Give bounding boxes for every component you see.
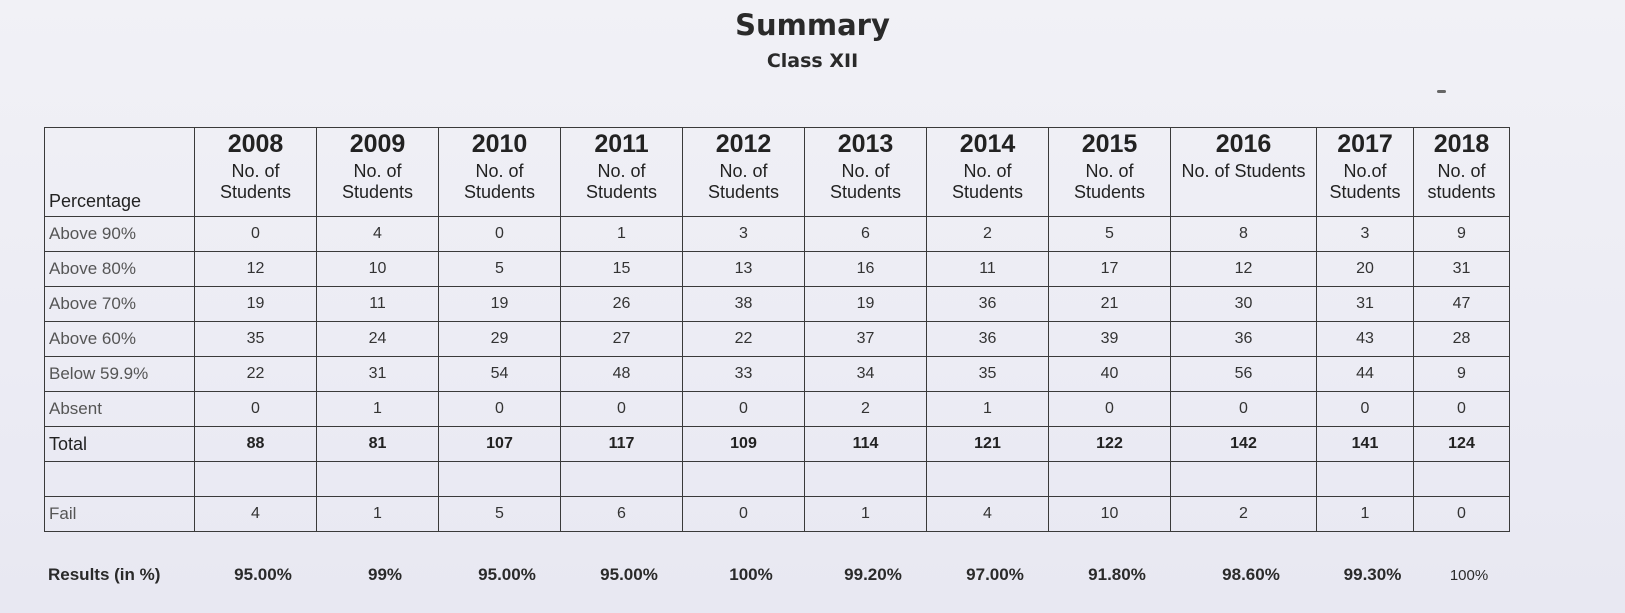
- empty-cell: [805, 462, 927, 497]
- result-value: 99.20%: [844, 565, 902, 584]
- total-label: Total: [45, 427, 195, 462]
- result-value: 95.00%: [478, 565, 536, 584]
- year-header: 2015: [1049, 128, 1171, 162]
- year-header: 2009: [317, 128, 439, 162]
- percentage-header: Percentage: [45, 161, 195, 217]
- table-cell: 48: [561, 357, 683, 392]
- empty-cell: [561, 462, 683, 497]
- result-value: 95.00%: [600, 565, 658, 584]
- fail-row: [45, 497, 1510, 532]
- table-cell: 31: [1317, 287, 1414, 322]
- table-cell: 0: [195, 217, 317, 252]
- table-cell: 33: [683, 357, 805, 392]
- row-label: Above 70%: [45, 287, 195, 322]
- scan-mark: [1437, 90, 1446, 93]
- empty-cell: [439, 462, 561, 497]
- table-cell: 28: [1414, 322, 1510, 357]
- page-subtitle: Class XII: [766, 50, 859, 72]
- empty-cell: [1171, 462, 1317, 497]
- table-row: [45, 392, 1510, 427]
- column-subheader: No. of Students: [195, 161, 317, 217]
- table-cell: 8: [1171, 217, 1317, 252]
- result-value: 91.80%: [1088, 565, 1146, 584]
- table-cell: 37: [805, 322, 927, 357]
- table-cell: 15: [561, 252, 683, 287]
- fail-cell: 5: [439, 497, 561, 532]
- empty-cell: [317, 462, 439, 497]
- table-cell: 26: [561, 287, 683, 322]
- fail-cell: 1: [805, 497, 927, 532]
- empty-cell: [1049, 462, 1171, 497]
- year-header: 2014: [927, 128, 1049, 162]
- results-row: [44, 562, 1517, 588]
- empty-cell: [1414, 462, 1510, 497]
- results-label: Results (in %): [48, 565, 161, 584]
- table-cell: 3: [683, 217, 805, 252]
- result-value: 99.30%: [1343, 565, 1402, 584]
- table-cell: 21: [1049, 287, 1171, 322]
- year-header: 2011: [561, 128, 683, 162]
- total-cell: 114: [805, 427, 927, 462]
- fail-cell: 6: [561, 497, 683, 532]
- table-cell: 56: [1171, 357, 1317, 392]
- table-row: [45, 252, 1510, 287]
- table-cell: 38: [683, 287, 805, 322]
- total-cell: 81: [317, 427, 439, 462]
- subheader-row: [45, 161, 1510, 217]
- total-cell: 88: [195, 427, 317, 462]
- table-cell: 5: [1049, 217, 1171, 252]
- fail-cell: 2: [1171, 497, 1317, 532]
- table-cell: 54: [439, 357, 561, 392]
- fail-cell: 1: [1317, 497, 1414, 532]
- column-subheader: No. of Students: [683, 161, 805, 217]
- table-cell: 1: [927, 392, 1049, 427]
- total-cell: 121: [927, 427, 1049, 462]
- table-cell: 11: [317, 287, 439, 322]
- table-cell: 11: [927, 252, 1049, 287]
- column-subheader: No. of Students: [1171, 161, 1317, 217]
- table-cell: 31: [1414, 252, 1510, 287]
- total-cell: 109: [683, 427, 805, 462]
- year-header: 2017: [1317, 128, 1414, 162]
- table-cell: 24: [317, 322, 439, 357]
- table-cell: 20: [1317, 252, 1414, 287]
- table-cell: 10: [317, 252, 439, 287]
- fail-label: Fail: [45, 497, 195, 532]
- table-cell: 36: [927, 287, 1049, 322]
- column-subheader: No. of Students: [1049, 161, 1171, 217]
- table-cell: 1: [317, 392, 439, 427]
- year-header: 2008: [195, 128, 317, 162]
- column-subheader: No. of Students: [805, 161, 927, 217]
- table-row: [45, 217, 1510, 252]
- table-cell: 36: [927, 322, 1049, 357]
- table-cell: 35: [195, 322, 317, 357]
- table-cell: 5: [439, 252, 561, 287]
- empty-cell: [927, 462, 1049, 497]
- table-cell: 6: [805, 217, 927, 252]
- column-subheader: No. of students: [1414, 161, 1510, 217]
- result-value: 99%: [367, 565, 403, 584]
- empty-cell: [683, 462, 805, 497]
- row-label: Above 60%: [45, 322, 195, 357]
- total-cell: 117: [561, 427, 683, 462]
- table-cell: 22: [683, 322, 805, 357]
- table-cell: 29: [439, 322, 561, 357]
- total-cell: 141: [1317, 427, 1414, 462]
- table-cell: 47: [1414, 287, 1510, 322]
- table-cell: 19: [195, 287, 317, 322]
- table-cell: 19: [805, 287, 927, 322]
- table-cell: 17: [1049, 252, 1171, 287]
- empty-cell: [45, 462, 195, 497]
- table-cell: 0: [439, 392, 561, 427]
- table-row: [45, 357, 1510, 392]
- result-value: 100%: [1449, 566, 1489, 584]
- year-header: 2010: [439, 128, 561, 162]
- table-cell: 4: [317, 217, 439, 252]
- corner-cell: [45, 128, 195, 162]
- table-cell: 31: [317, 357, 439, 392]
- table-cell: 44: [1317, 357, 1414, 392]
- table-cell: 12: [1171, 252, 1317, 287]
- empty-cell: [195, 462, 317, 497]
- result-value: 95.00%: [234, 565, 292, 584]
- table-cell: 34: [805, 357, 927, 392]
- fail-cell: 4: [927, 497, 1049, 532]
- table-cell: 30: [1171, 287, 1317, 322]
- table-cell: 16: [805, 252, 927, 287]
- table-cell: 0: [439, 217, 561, 252]
- column-subheader: No.of Students: [1317, 161, 1414, 217]
- total-cell: 142: [1171, 427, 1317, 462]
- result-value: 97.00%: [966, 565, 1024, 584]
- table-cell: 9: [1414, 357, 1510, 392]
- fail-cell: 1: [317, 497, 439, 532]
- year-header: 2012: [683, 128, 805, 162]
- result-value: 100%: [729, 565, 773, 584]
- table-cell: 0: [195, 392, 317, 427]
- total-cell: 122: [1049, 427, 1171, 462]
- year-header: 2018: [1414, 128, 1510, 162]
- table-cell: 0: [1049, 392, 1171, 427]
- summary-table: [44, 127, 1510, 532]
- table-cell: 9: [1414, 217, 1510, 252]
- total-cell: 107: [439, 427, 561, 462]
- fail-cell: 4: [195, 497, 317, 532]
- row-label: Above 90%: [45, 217, 195, 252]
- total-row: [45, 427, 1510, 462]
- column-subheader: No. of Students: [561, 161, 683, 217]
- total-cell: 124: [1414, 427, 1510, 462]
- table-row: [45, 287, 1510, 322]
- table-cell: 39: [1049, 322, 1171, 357]
- table-cell: 0: [1171, 392, 1317, 427]
- table-cell: 40: [1049, 357, 1171, 392]
- table-cell: 19: [439, 287, 561, 322]
- page-title: Summary: [735, 8, 890, 42]
- table-cell: 0: [1317, 392, 1414, 427]
- empty-cell: [1317, 462, 1414, 497]
- table-cell: 13: [683, 252, 805, 287]
- blank-row: [45, 462, 1510, 497]
- year-header-row: [45, 128, 1510, 162]
- table-cell: 2: [927, 217, 1049, 252]
- table-cell: 22: [195, 357, 317, 392]
- table-cell: 35: [927, 357, 1049, 392]
- table-cell: 2: [805, 392, 927, 427]
- table-cell: 27: [561, 322, 683, 357]
- row-label: Absent: [45, 392, 195, 427]
- year-header: 2016: [1171, 128, 1317, 162]
- column-subheader: No. of Students: [927, 161, 1049, 217]
- year-header: 2013: [805, 128, 927, 162]
- table-cell: 12: [195, 252, 317, 287]
- table-cell: 1: [561, 217, 683, 252]
- row-label: Below 59.9%: [45, 357, 195, 392]
- result-value: 98.60%: [1222, 565, 1280, 584]
- fail-cell: 0: [1414, 497, 1510, 532]
- column-subheader: No. of Students: [317, 161, 439, 217]
- table-cell: 3: [1317, 217, 1414, 252]
- table-cell: 43: [1317, 322, 1414, 357]
- table-cell: 0: [561, 392, 683, 427]
- fail-cell: 0: [683, 497, 805, 532]
- fail-cell: 10: [1049, 497, 1171, 532]
- table-cell: 0: [1414, 392, 1510, 427]
- table-cell: 0: [683, 392, 805, 427]
- table-cell: 36: [1171, 322, 1317, 357]
- column-subheader: No. of Students: [439, 161, 561, 217]
- row-label: Above 80%: [45, 252, 195, 287]
- table-row: [45, 322, 1510, 357]
